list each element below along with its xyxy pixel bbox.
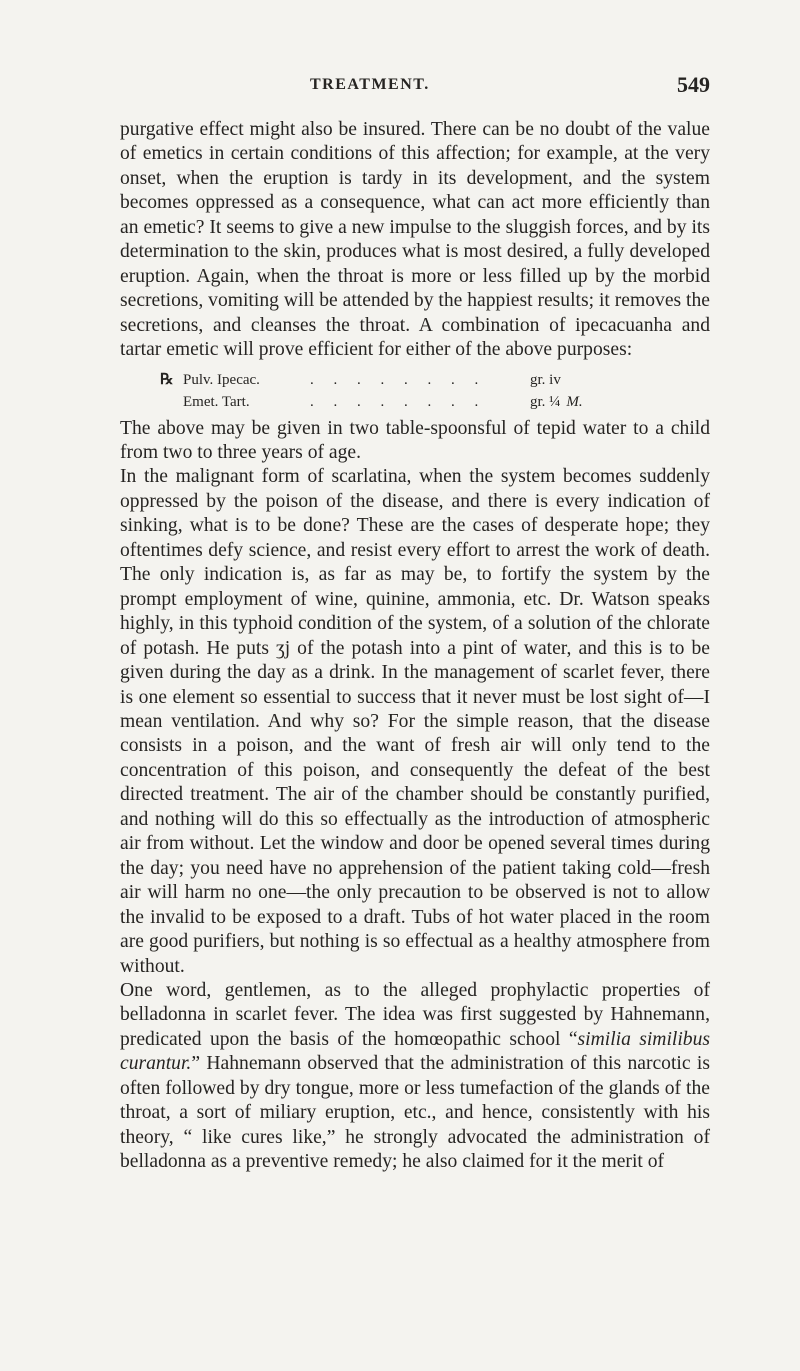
ingredient-dose: [530, 391, 583, 413]
ingredient-name: Emet. Tart.: [183, 393, 250, 410]
prescription-row: [120, 391, 710, 413]
prescription: [120, 369, 710, 413]
ingredient-dose: gr. iv: [530, 371, 561, 388]
paragraph-belladonna: [120, 979, 710, 1175]
paragraph-dosage: The above may be given in two table-spoonsful of tepid water to a child from two to three years of age.: [120, 417, 710, 463]
belladonna-text-a: One word, gentlemen, as to the alleged prophylactic properties of belladonna in scarlet fever. The idea was first suggested by Hahnemann, predicated upon the basis of the homœopathic school “: [120, 979, 710, 1050]
leader-dots: . . . . . . . .: [310, 371, 487, 388]
misce-mark: M.: [566, 393, 583, 410]
body-text: [120, 118, 710, 1175]
dose-value: gr. ¼: [530, 393, 561, 410]
prescription-row: [120, 369, 710, 391]
chapter-title: TREATMENT.: [310, 76, 430, 93]
paragraph-malignant-form: In the malignant form of scarlatina, when the system becomes suddenly oppressed by the poison of the disease, and there is every indication of sinking, what is to be done? These are the cases of desperate hope; they oftentimes defy science, and resist every effort to arrest the work of death. The only indication is, as far as may be, to fortify the system by the prompt employment of wine, quinine, ammonia, etc. Dr. Watson speaks highly, in this typhoid condition of the system, of a solution of the chlorate of potash. He puts ʒj of the potash into a pint of water, and this is to be given during the day as a drink. In the management of scarlet fever, there is one element so essential to success that it never must be lost sight of—I mean ventilation. And why so? For the simple reason, that the disease consists in a poison, and the want of fresh air will only tend to the concentration of this poison, and consequently the defeat of the best directed treatment. The air of the chamber should be constantly purified, and nothing will do this so effectually as the introduction of atmospheric air from without. Let the window and door be opened several times during the day; you need have no apprehension of the patient taking cold—fresh air will harm no one—the only precaution to be observed is not to allow the invalid to be exposed to a draft. Tubs of hot water placed in the room are good purifiers, but nothing is so effectual as a healthy atmosphere from without.: [120, 466, 710, 977]
leader-dots: . . . . . . . .: [310, 393, 487, 410]
recipe-symbol: ℞: [160, 371, 174, 388]
latin-phrase: similia similibus curantur.: [120, 1028, 711, 1075]
belladonna-text-b: ” Hahnemann observed that the administration of this narcotic is often followed by dry tongue, more or less tumefaction of the glands of the throat, a sort of miliary eruption, etc., and hence, consistently with his theory, “ like cures like,” he strongly advocated the administration of belladonna as a preventive remedy; he also claimed for it the merit of: [120, 1053, 710, 1173]
ingredient-name: Pulv. Ipecac.: [183, 371, 260, 388]
paragraph-emetics: purgative effect might also be insured. There can be no doubt of the value of emetics in certain conditions of this affection; for example, at the very onset, when the eruption is tardy in its development, and the system becomes oppressed as a consequence, what can act more efficiently than an emetic? It seems to give a new impulse to the sluggish forces, and by its determination to the skin, produces what is most desired, a fully developed eruption. Again, when the throat is more or less filled up by the morbid secretions, vomiting will be attended by the happiest results; it removes the secretions, and cleanses the throat. A combination of ipecacuanha and tartar emetic will prove efficient for either of the above purposes:: [120, 119, 710, 361]
page-number: 549: [677, 72, 710, 97]
running-head: [120, 72, 710, 102]
